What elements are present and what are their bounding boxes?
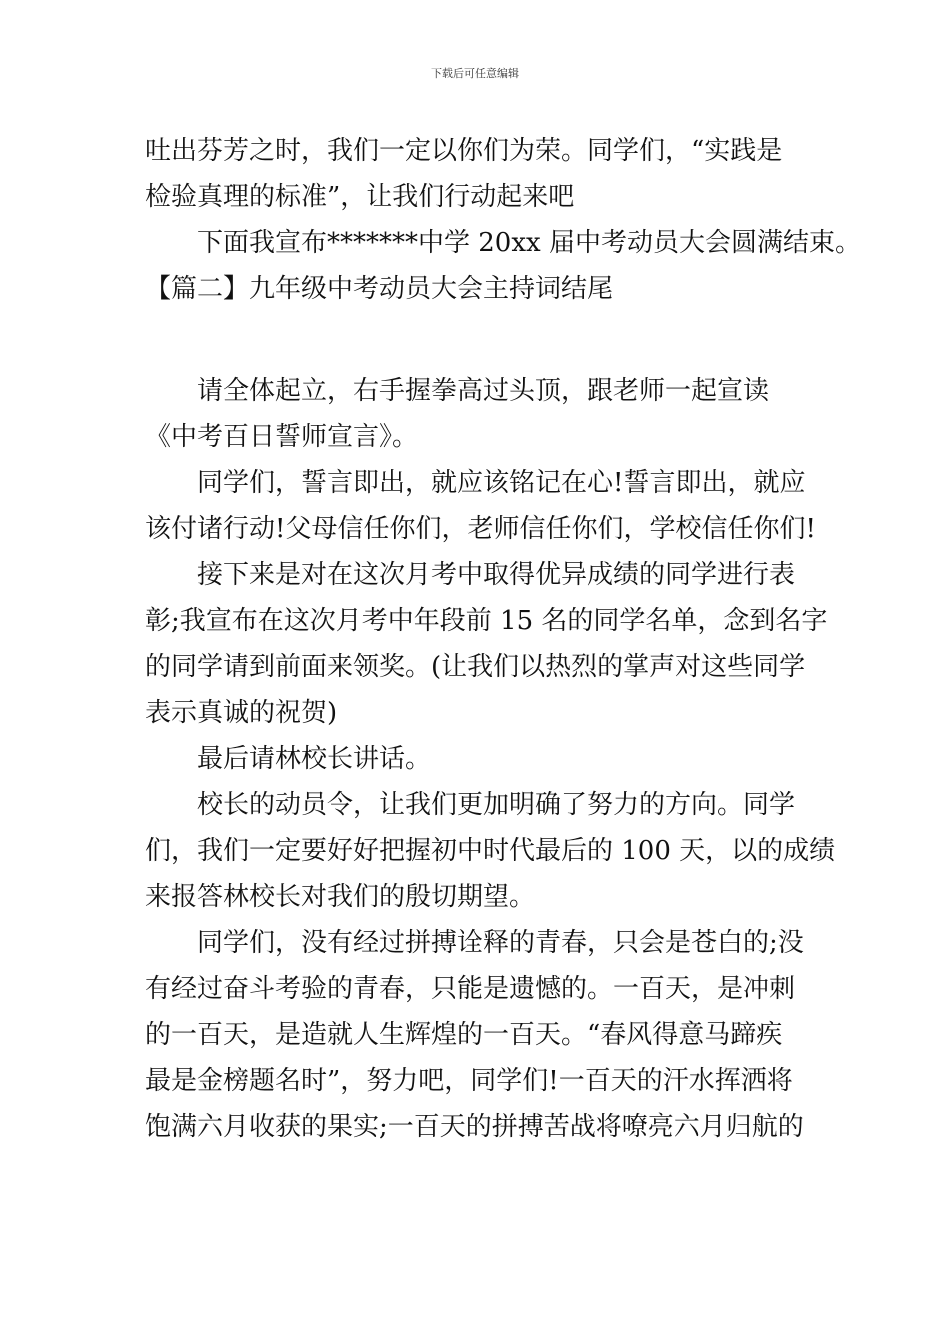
paragraph-first-line: 同学们，没有经过拼搏诠释的青春，只会是苍白的;没: [197, 928, 804, 958]
paragraph-spacer: [145, 312, 835, 368]
paragraph-first-line: 接下来是对在这次月考中取得优异成绩的同学进行表: [197, 560, 796, 590]
paragraph-first-line: 同学们，誓言即出，就应该铭记在心!誓言即出，就应: [197, 468, 806, 498]
text-line: 的同学请到前面来领奖。(让我们以热烈的掌声对这些同学: [145, 652, 806, 682]
paragraph-first-line: 请全体起立，右手握拳高过头顶，跟老师一起宣读: [197, 376, 770, 406]
text-line: 检验真理的标准”，让我们行动起来吧: [145, 182, 575, 212]
text-line: 该付诸行动!父母信任你们，老师信任你们，学校信任你们!: [145, 514, 816, 544]
paragraph-first-line: 最后请林校长讲话。: [197, 744, 432, 774]
text-line: 来报答林校长对我们的殷切期望。: [145, 882, 536, 912]
document-body: [145, 128, 861, 1150]
text-line: 有经过奋斗考验的青春，只能是遗憾的。一百天，是冲刺: [145, 974, 796, 1004]
paragraph-first-line: 下面我宣布*******中学 20xx 届中考动员大会圆满结束。: [197, 228, 861, 258]
text-line: 《中考百日誓师宣言》。: [145, 422, 419, 452]
text-line: 吐出芬芳之时，我们一定以你们为荣。同学们，“实践是: [145, 136, 783, 166]
text-line: 的一百天，是造就人生辉煌的一百天。“春风得意马蹄疾: [145, 1020, 783, 1050]
header-note: 下载后可任意编辑: [431, 67, 519, 80]
paragraph-first-line: 校长的动员令，让我们更加明确了努力的方向。同学: [197, 790, 796, 820]
text-line: 最是金榜题名时”，努力吧，同学们!一百天的汗水挥洒将: [145, 1066, 793, 1096]
text-line: 【篇二】九年级中考动员大会主持词结尾: [145, 274, 614, 304]
text-line: 表示真诚的祝贺): [145, 698, 338, 728]
text-line: 彰;我宣布在这次月考中年段前 15 名的同学名单，念到名字: [145, 606, 828, 636]
text-line: 们，我们一定要好好把握初中时代最后的 100 天，以的成绩: [145, 836, 836, 866]
text-line: 饱满六月收获的果实;一百天的拼搏苦战将嘹亮六月归航的: [145, 1112, 804, 1142]
